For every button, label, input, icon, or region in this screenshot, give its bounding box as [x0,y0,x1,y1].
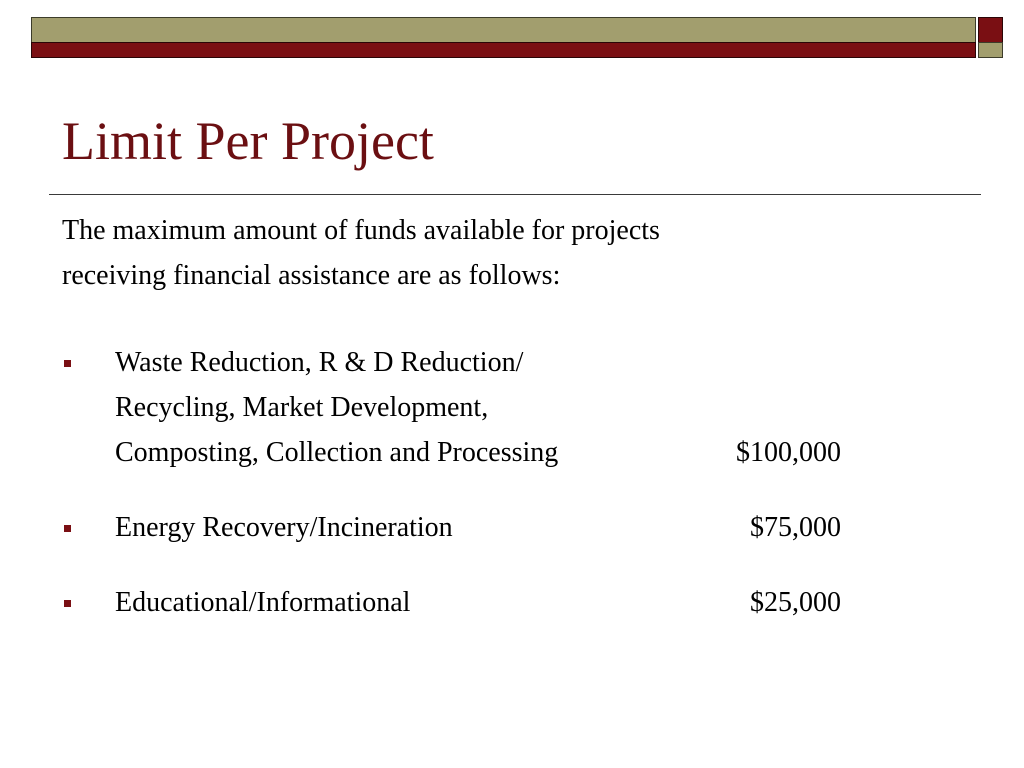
bullet-square-icon [64,525,71,532]
bullet-line: Recycling, Market Development, [115,392,489,423]
bullet-line: Educational/Informational [115,587,411,618]
intro-line: receiving financial assistance are as follows: [62,260,561,291]
title-divider [49,194,981,195]
bullet-amount: $25,000 [750,587,841,618]
bullet-line: Energy Recovery/Incineration [115,512,453,543]
slide-title: Limit Per Project [62,111,434,171]
header-corner-maroon [978,17,1003,43]
bullet-amount: $100,000 [736,437,841,468]
header-band-maroon [31,42,976,58]
bullet-line: Composting, Collection and Processing [115,437,559,468]
bullet-line: Waste Reduction, R & D Reduction/ [115,347,524,378]
bullet-text [115,580,410,625]
header-band-olive [31,17,976,43]
bullet-square-icon [64,360,71,367]
bullet-amount: $75,000 [750,512,841,543]
bullet-text [115,505,453,550]
bullet-text [115,340,558,475]
intro-paragraph [62,208,942,298]
intro-line: The maximum amount of funds available for projects [62,215,660,246]
header-corner-olive [978,42,1003,58]
bullet-square-icon [64,600,71,607]
